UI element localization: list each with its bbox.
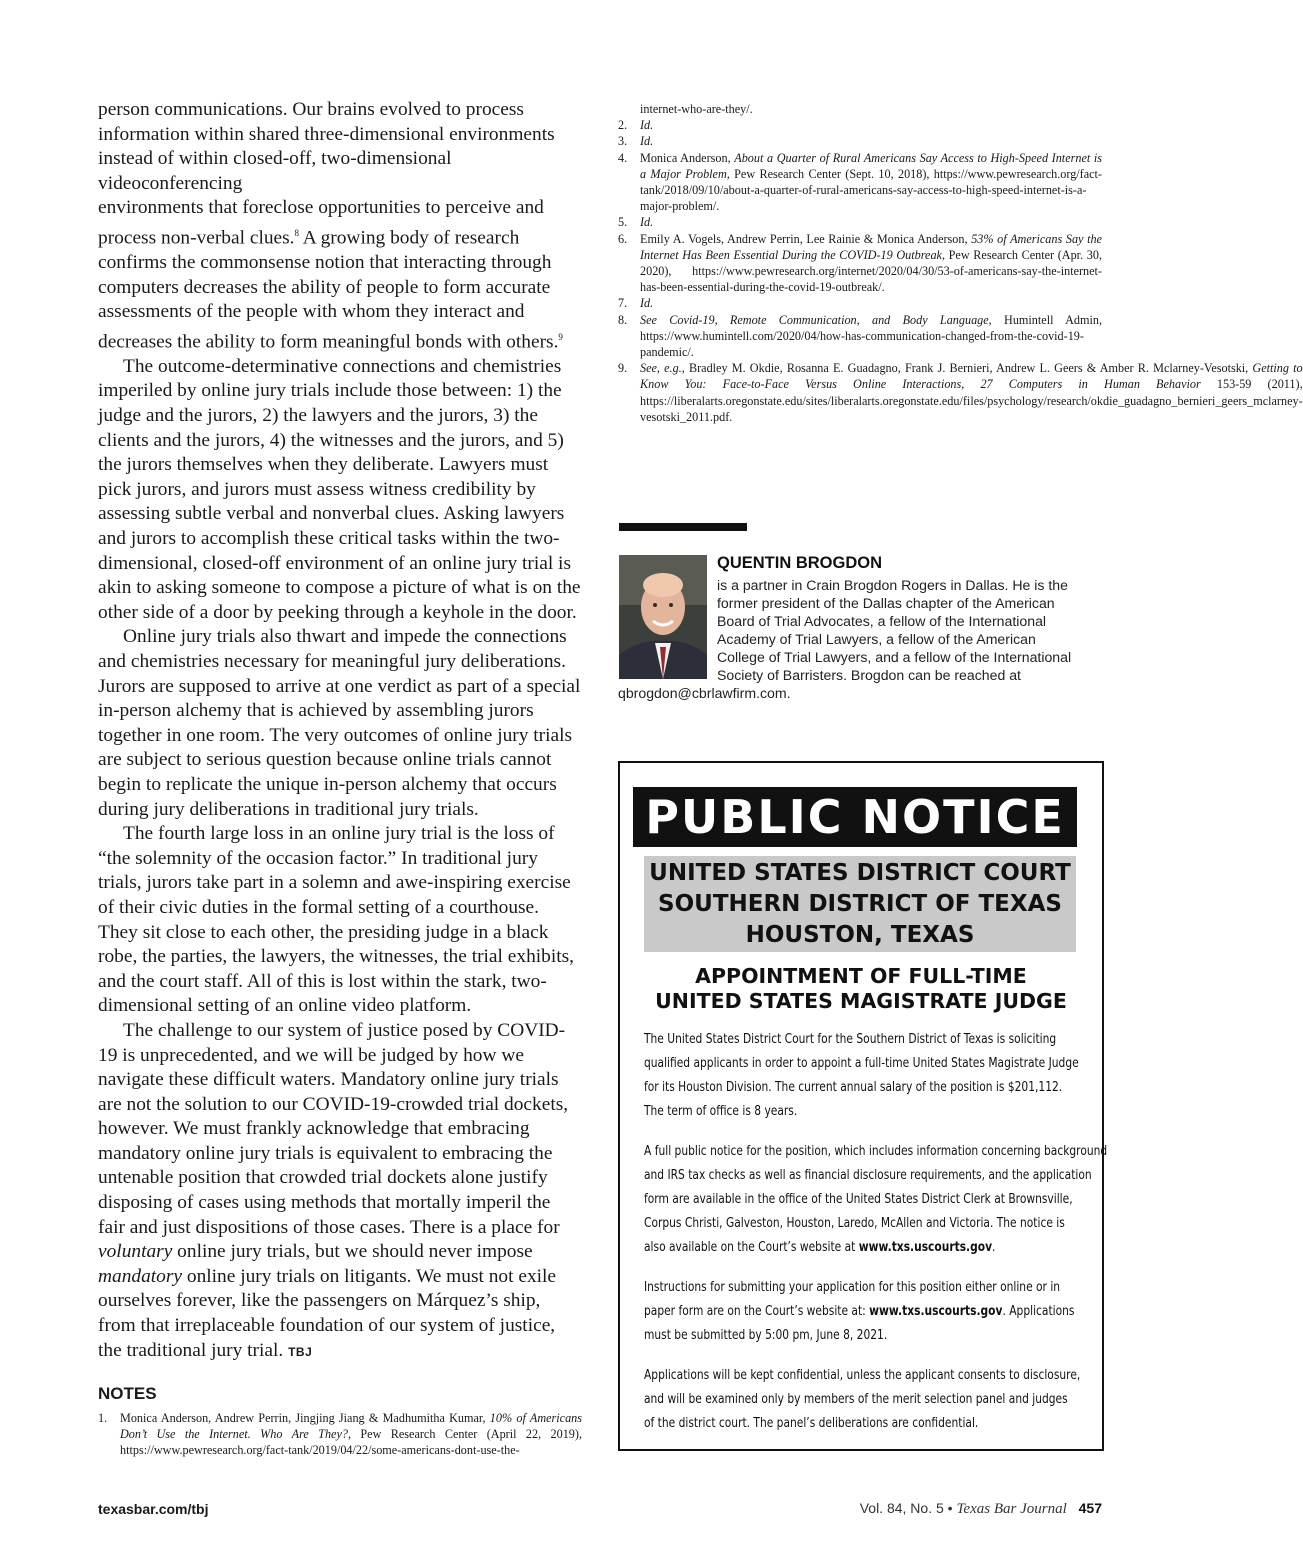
note-1: 1. Monica Anderson, Andrew Perrin, Jingjing Jiang & Madhumitha Kumar, 10% of Americans Don’t Use the Internet. Who Are They?, Pew Research Center (April 22, 2019), https://www.pewresearch.org/fact-tank/2019/04/22/some-americans-dont-use-the-	[98, 1411, 582, 1458]
notice-title: PUBLIC NOTICE	[633, 787, 1077, 847]
article-paragraph-2: The outcome-determinative connections and chemistries imperiled by online jury trials include those between: 1) the judge and the jurors, 2) the lawyers and the jurors, 3) the clients and the jurors, 4) the witnesses and the jurors, and 5) the jurors themselves when they deliberate. Lawyers must pick jurors, and jurors must assess witness credibility by assessing subtle verbal and nonverbal clues. Asking lawyers and jurors to accomplish these critical tasks within the two-dimensional, closed-off environment of an online jury trial is akin to asking someone to compose a picture of what is on the other side of a door by peeking through a keyhole in the door.	[98, 355, 581, 623]
note-4: 4. Monica Anderson, About a Quarter of Rural Americans Say Access to High-Speed Internet is a Major Problem, Pew Research Center (Sept. 10, 2018), https://www.pewresearch.org/fact-tank/2018/09/10/about-a-quarter-of-rural-americans-say-access-to-high-speed-internet-is-a-major-problem/.	[618, 150, 1102, 214]
note-1-continued: internet-who-are-they/.	[640, 102, 753, 116]
court-website-link[interactable]: www.txs.uscourts.gov	[858, 1239, 993, 1255]
note-5: 5. Id.	[618, 215, 654, 230]
notice-paragraph-1: The United States District Court for the Southern District of Texas is soliciting qualified applicants in order to appoint a full-time United States Magistrate Judge for its Houston Division. The current annual salary of the position is $201,112. The term of office is 8 years.	[644, 1031, 1079, 1119]
author-bio: is a partner in Crain Brogdon Rogers in Dallas. He is the former president of the Dallas chapter of the American Board of Trial Advocates, a fellow of the International Academy of Trial Lawyers, a fellow of the American College of Trial Lawyers, and a fellow of the International Society of Barristers. Brogdon can be reached at qbrogdon@cbrlawfirm.com.	[618, 576, 1102, 702]
court-line: UNITED STATES DISTRICT COURT	[649, 860, 1071, 886]
court-line: HOUSTON, TEXAS	[745, 922, 975, 948]
notes-list-continued	[618, 101, 1303, 425]
note-6: 6. Emily A. Vogels, Andrew Perrin, Lee Rainie & Monica Anderson, 53% of Americans Say the Internet Has Been Essential During the COVID-19 Outbreak, Pew Research Center (Apr. 30, 2020), https://www.pewresearch.org/internet/2020/04/30/53-of-americans-say-the-internet-has-been-essential-during-the-covid-19-outbreak/.	[618, 231, 1102, 295]
tbj-end-mark: TBJ	[288, 1344, 313, 1359]
public-notice-box	[618, 761, 1108, 1451]
text-line: environments that foreclose opportunities to perceive and	[98, 197, 544, 219]
text-line: assessments of the people with whom they interact and	[98, 301, 525, 323]
author-email[interactable]: qbrogdon@cbrlawfirm.com.	[618, 685, 791, 701]
footer-site-link[interactable]: texasbar.com/tbj	[98, 1501, 209, 1517]
note-2: 2. Id.	[618, 118, 654, 133]
section-divider	[619, 523, 747, 531]
footnote-ref-9[interactable]: 9	[558, 331, 563, 342]
notice-paragraph-4: Applications will be kept confidential, unless the applicant consents to disclosure, and will be examined only by members of the merit selection panel and judges of the district court. The panel’s deliberations are confidential.	[644, 1367, 1081, 1431]
footer-page-info: Vol. 84, No. 5 • Texas Bar Journal 457	[859, 1500, 1102, 1517]
notice-paragraph-3: Instructions for submitting your application for this position either online or in paper form are on the Court’s website at: www.txs.uscourts.gov. Applications must be submitted by 5:00 pm, June 8, 2021.	[644, 1279, 1075, 1343]
article-paragraph-5: The challenge to our system of justice posed by COVID-19 is unprecedented, and we will be judged by how we navigate these difficult waters. Mandatory online jury trials are not the solution to our COVID-19-crowded trial dockets, however. We must frankly acknowledge that embracing mandatory online jury trials is equivalent to embracing the untenable position that crowded trial dockets alone justify disposing of cases using methods that mortally imperil the fair and just dispositions of those cases. There is a place for voluntary online jury trials, but we should never impose mandatory online jury trials on litigants. We must not exile ourselves forever, like the passengers on Márquez’s ship, from that irreplaceable foundation of our system of justice, the traditional jury trial. TBJ	[98, 1019, 569, 1361]
author-name: QUENTIN BROGDON	[717, 554, 882, 572]
court-header	[644, 856, 1076, 952]
note-3: 3. Id.	[618, 134, 654, 149]
court-website-link[interactable]: www.txs.uscourts.gov	[869, 1303, 1003, 1319]
article-paragraph-3: Online jury trials also thwart and impede the connections and chemistries necessary for meaningful jury deliberations. Jurors are supposed to arrive at one verdict as part of a special in-person alchemy that is achieved by assembling jurors together in one room. The very outcomes of online jury trials are subject to serious question because online trials cannot begin to replicate the unique in-person alchemy that occurs during jury deliberations in traditional jury trials.	[98, 626, 581, 820]
note-8: 8. See Covid-19, Remote Communication, and Body Language, Humintell Admin, https://www.humintell.com/2020/04/how-has-communication-changed-from-the-covid-19-pandemic/.	[618, 312, 1102, 360]
footnote-ref-8[interactable]: 8	[294, 227, 300, 238]
text-line: decreases the ability to form meaningful bonds with others.$^9$	[98, 331, 563, 353]
appointment-heading: APPOINTMENT OF FULL-TIME UNITED STATES MAGISTRATE JUDGE	[655, 964, 1067, 1013]
text-line: process non-verbal clues.$^8$ A growing body of research	[98, 227, 520, 249]
notice-paragraph-2: A full public notice for the position, which includes information concerning background and IRS tax checks as well as financial disclosure requirements, and the application form are available in the office of the United States District Clerk at Brownsville, Corpus Christi, Galveston, Houston, Laredo, McAllen and Victoria. The notice is also available on the Court’s website at www.txs.uscourts.gov.	[644, 1143, 1108, 1255]
article-body	[98, 98, 582, 1364]
text-line: person communications. Our brains evolved to process	[98, 99, 524, 120]
article-paragraph-1	[98, 98, 582, 355]
text-line: computers decreases the ability of people to form accurate	[98, 276, 551, 298]
text-line: information within shared three-dimensional environments	[98, 123, 555, 145]
page-number: 457	[1078, 1500, 1102, 1516]
article-paragraph-4: The fourth large loss in an online jury trial is the loss of “the solemnity of the occasion factor.” In traditional jury trials, jurors take part in a solemn and awe-inspiring exercise of their civic duties in the formal setting of a courthouse. They sit close to each other, the presiding judge in a black robe, the parties, the lawyers, the witnesses, the trial exhibits, and the court staff. All of this is lost within the stark, two-dimensional setting of an online video platform.	[98, 823, 575, 1017]
text-line: confirms the commonsense notion that interacting through	[98, 252, 552, 274]
text-line: instead of within closed-off, two-dimensional videoconferencing	[98, 148, 452, 194]
note-7: 7. Id.	[618, 296, 654, 311]
court-line: SOUTHERN DISTRICT OF TEXAS	[658, 891, 1062, 917]
notes-heading: NOTES	[98, 1384, 157, 1403]
notes-list	[98, 1410, 582, 1459]
note-9: 9. See, e.g., Bradley M. Okdie, Rosanna E. Guadagno, Frank J. Bernieri, Andrew L. Geers & Amber R. Mclarney-Vesotski, Getting to Know You: Face-to-Face Versus Online Interactions, 27 Computers in Human Behavior 153-59 (2011), https://liberalarts.oregonstate.edu/sites/liberalarts.oregonstate.edu/files/psychology/research/okdie_guadagno_bernieri_geers_mclarney-vesotski_2011.pdf.	[618, 361, 1303, 424]
